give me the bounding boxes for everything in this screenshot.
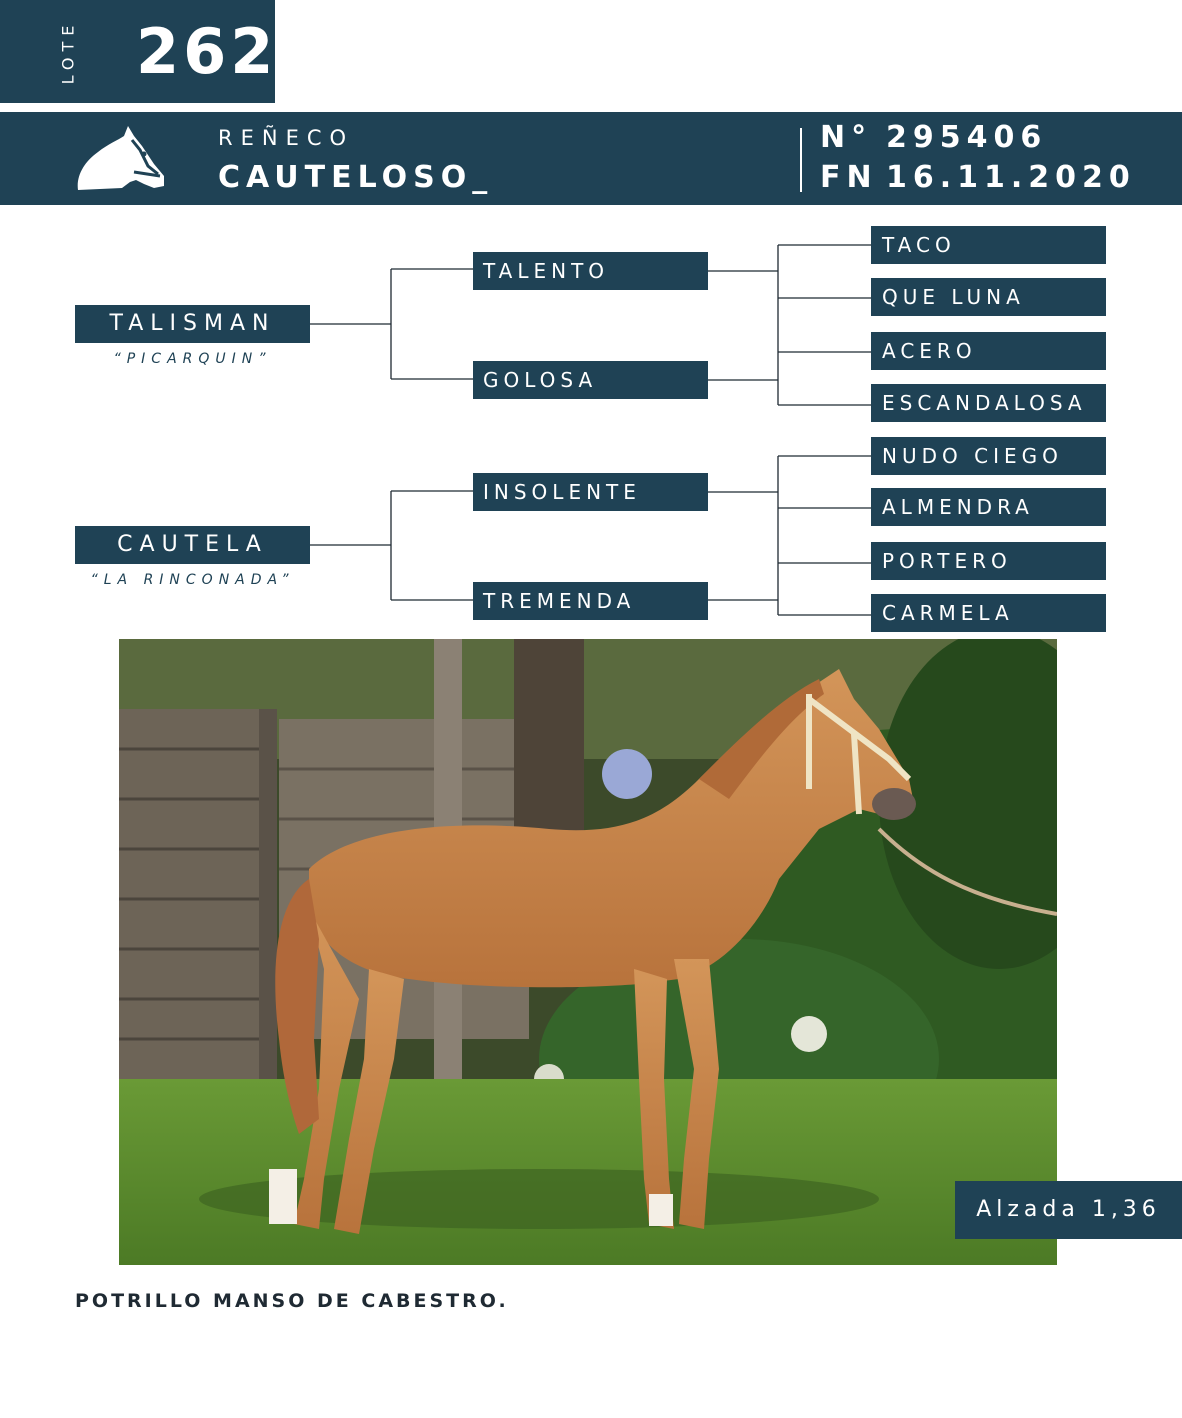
ancestor-box: TACO xyxy=(871,226,1106,264)
ancestor-box: ESCANDALOSA xyxy=(871,384,1106,422)
paternal-grandsire-box: TALENTO xyxy=(473,252,708,290)
birth-label: FN xyxy=(820,160,878,195)
sire-affix: “PICARQUIN” xyxy=(113,351,272,367)
registration-label: N° xyxy=(820,120,873,155)
ancestor-box: CARMELA xyxy=(871,594,1106,632)
registration-number: 295406 xyxy=(886,120,1048,155)
birth-date: 16.11.2020 xyxy=(886,160,1136,195)
ancestor-box: NUDO CIEGO xyxy=(871,437,1106,475)
remarks-text: POTRILLO MANSO DE CABESTRO. xyxy=(75,1290,509,1312)
paternal-granddam-box: GOLOSA xyxy=(473,361,708,399)
height-badge: Alzada 1,36 xyxy=(955,1181,1182,1239)
lot-label: LOTE xyxy=(58,19,78,85)
sire-box: TALISMAN xyxy=(75,305,310,343)
dam-box: CAUTELA xyxy=(75,526,310,564)
ancestor-box: QUE LUNA xyxy=(871,278,1106,316)
lot-number: 262 xyxy=(136,15,278,88)
breeder-name: REÑECO xyxy=(218,126,355,150)
horse-name: CAUTELOSO_ xyxy=(218,160,494,195)
maternal-grandsire-box: INSOLENTE xyxy=(473,473,708,511)
maternal-granddam-box: TREMENDA xyxy=(473,582,708,620)
ancestor-box: ALMENDRA xyxy=(871,488,1106,526)
dam-affix: “LA RINCONADA” xyxy=(90,572,295,588)
ancestor-box: PORTERO xyxy=(871,542,1106,580)
horse-photo xyxy=(119,639,1057,1265)
ancestor-box: ACERO xyxy=(871,332,1106,370)
